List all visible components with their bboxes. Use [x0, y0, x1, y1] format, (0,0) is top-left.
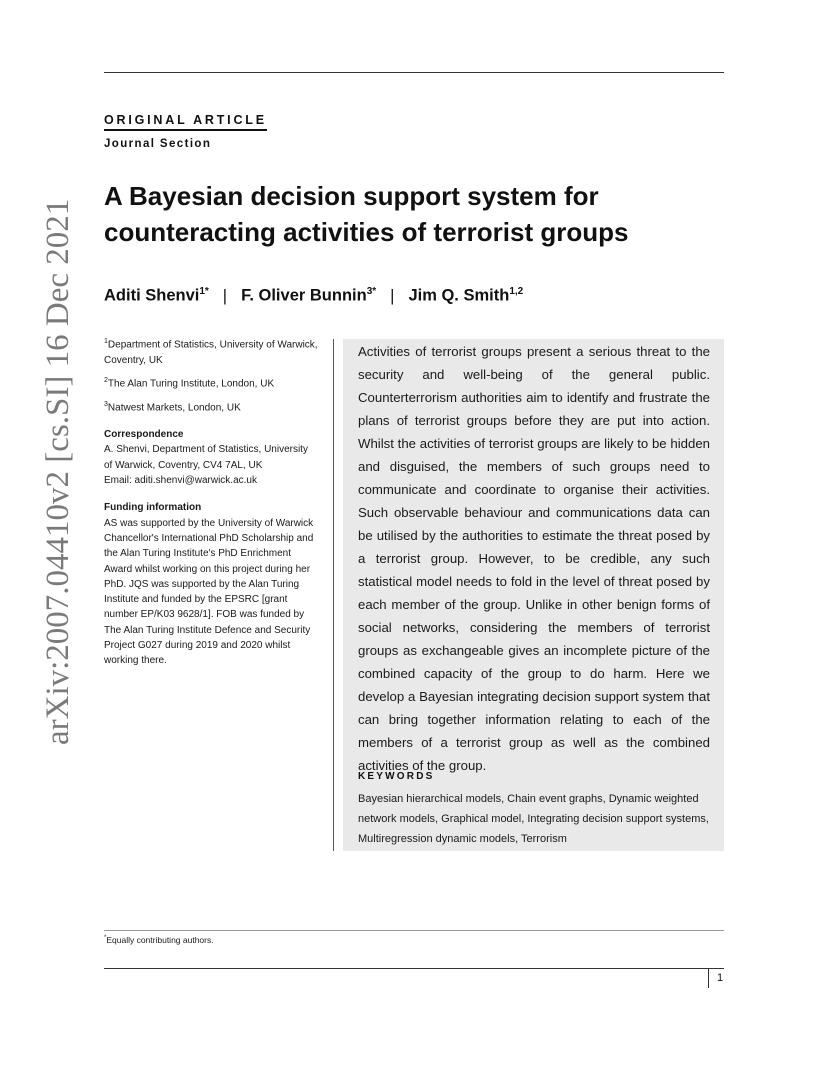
page-number-divider: [708, 968, 709, 988]
correspondence-email: Email: aditi.shenvi@warwick.ac.uk: [104, 475, 257, 487]
funding-text: AS was supported by the University of Warwick Chancellor's International PhD Scholarship and the Alan Turing Institute's PhD Enrichment Award whilst working on this project during her PhD. JQS was supported by the Alan Turing Institute and funded by the EPSRC [grant number EP/K03 9628/1]. FOB was funded by The Alan Turing Institute Defence and Security Project G027 during 2019 and 2020 whilst working there.: [104, 517, 314, 667]
footnote-text: Equally contributing authors.: [106, 935, 214, 945]
bottom-rule: [104, 968, 724, 969]
author-info-column: [104, 334, 319, 669]
author-list: [104, 286, 523, 306]
author-affiliation-mark: 3*: [366, 286, 377, 297]
author-name: Aditi Shenvi: [104, 286, 200, 305]
author-separator: |: [390, 286, 395, 305]
keywords-heading: KEYWORDS: [358, 771, 435, 782]
page-number: 1: [717, 972, 724, 984]
journal-section-label: Journal Section: [104, 138, 212, 150]
correspondence-address: A. Shenvi, Department of Statistics, University of Warwick, Coventry, CV4 7AL, UK: [104, 444, 308, 471]
abstract-text: Activities of terrorist groups present a serious threat to the security and well-being of the general public. Counterterrorism authorities aim to identify and frustrate the plans of terrorist groups before they are put into action. Whilst the activities of terrorist groups are likely to be hidden and disguised, the members of such groups need to communicate and coordinate to organise their activities. Such observable behaviour and communications data can be utilised by the authorities to estimate the threat posed by a terrorist group. However, to be credible, any such statistical model needs to fold in the level of threat posed by each member of the group. Unlike in other benign forms of social networks, considering the members of terrorist groups as exchangeable gives an incomplete picture of the combined capacity of the group to do harm. Here we develop a Bayesian integrating decision support system that can bring together information relating to each of the members of a terrorist group as well as the combined activities of the group.: [358, 344, 710, 773]
paper-title: A Bayesian decision support system for counteracting activities of terrorist groups: [104, 181, 629, 247]
author-separator: |: [222, 286, 228, 305]
author-name: Jim Q. Smith: [408, 286, 510, 305]
affiliation: $^1$Department of Statistics, University of Warwick, Coventry, UK: [104, 338, 318, 366]
top-rule: [104, 72, 724, 73]
footnote-mark: *: [104, 935, 107, 942]
footnote-rule: [104, 930, 724, 931]
author-name: F. Oliver Bunnin: [241, 286, 367, 305]
funding-heading: Funding information: [104, 502, 202, 514]
footnote: [104, 935, 214, 945]
abstract-divider: [333, 339, 334, 851]
arxiv-identifier: arXiv:2007.04410v2 [cs.SI] 16 Dec 2021: [40, 198, 76, 745]
article-type-label: ORIGINAL ARTICLE: [104, 113, 267, 131]
correspondence-heading: Correspondence: [104, 429, 184, 441]
keywords-text: Bayesian hierarchical models, Chain event graphs, Dynamic weighted network models, Graphical model, Integrating decision support systems, Multiregression dynamic models, Terrorism: [358, 793, 709, 845]
author-affiliation-mark: 1,2: [509, 286, 524, 297]
affiliation: $^3$Natwest Markets, London, UK: [104, 400, 241, 413]
author-affiliation-mark: 1*: [199, 286, 209, 297]
affiliation: $^2$The Alan Turing Institute, London, UK: [104, 376, 275, 390]
